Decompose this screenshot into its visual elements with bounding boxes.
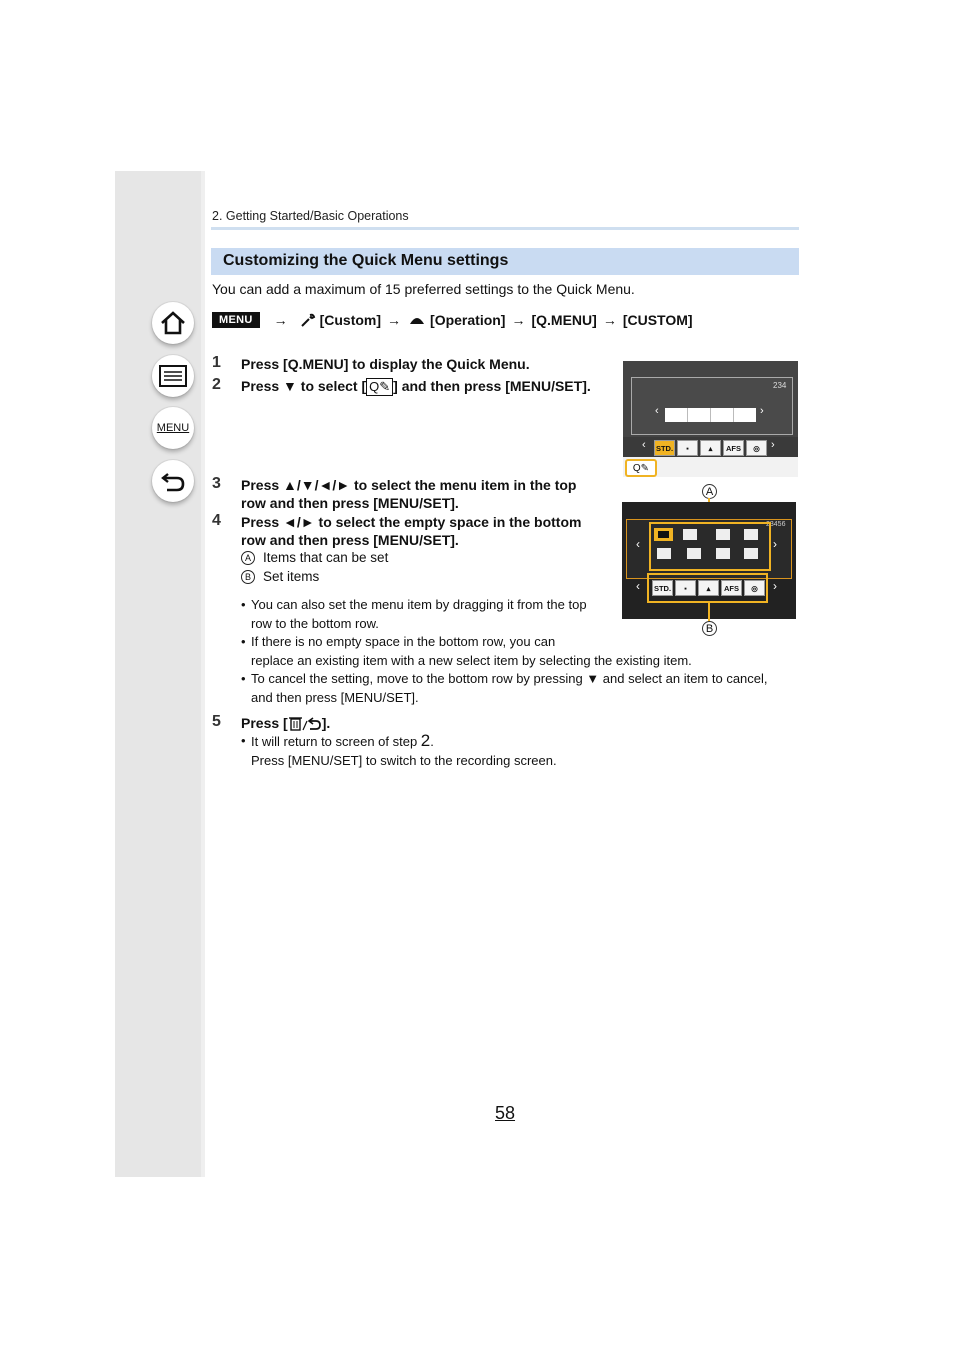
chevron-right-icon: › [760, 405, 764, 417]
chevron-left-icon: ‹ [655, 405, 659, 417]
page-title: Customizing the Quick Menu settings [223, 252, 509, 269]
bullet-text [251, 732, 557, 770]
chevron-left-icon: ‹ [642, 439, 646, 451]
empty-slots [665, 408, 756, 422]
grid-cell[interactable] [716, 548, 730, 559]
wrench-icon [300, 313, 316, 327]
size-icon[interactable]: ▴ [698, 580, 719, 596]
bullet-text [251, 596, 587, 633]
aspect-icon[interactable]: ▪ [675, 580, 696, 596]
grid-cell[interactable] [744, 529, 758, 540]
bullet-dot: • [241, 671, 246, 686]
step-5-pre: Press [ [241, 715, 288, 731]
step-5-post: ]. [321, 715, 331, 731]
grid-cell[interactable] [657, 548, 671, 559]
menu-operation: [Operation] [430, 312, 506, 328]
bullet-line: and then press [MENU/SET]. [251, 689, 419, 705]
note-text: . [430, 734, 434, 749]
legend-a-text: Items that can be set [263, 550, 389, 565]
bullet-line: To cancel the setting, move to the bottom row by pressing ▼ and select an item to cancel, [251, 671, 768, 686]
step-2-pre: Press ▼ to select [ [241, 378, 367, 394]
step-5-number: 5 [212, 713, 221, 730]
aspect-icon: ▪ [677, 440, 698, 456]
menu-qmenu: [Q.MENU] [531, 312, 597, 328]
arrow: → [273, 312, 288, 328]
quick-menu-custom-icon: Q✎ [366, 378, 393, 396]
legend-a-mark: A [241, 551, 255, 565]
bullet-text [251, 633, 692, 670]
header-rule [211, 227, 799, 230]
metering-icon: ◎ [746, 440, 767, 456]
screen-2-counter: 23456 [766, 521, 786, 528]
step-1-text: Press [Q.MENU] to display the Quick Menu. [241, 356, 530, 372]
page-number: 58 [495, 1103, 516, 1123]
legend-b [241, 569, 319, 584]
step-2-text [241, 377, 591, 396]
heading-bar [211, 248, 799, 275]
back-button[interactable] [152, 460, 194, 502]
step-3-number: 3 [212, 475, 221, 492]
callout-a: A [702, 484, 717, 499]
bullet-line: You can also set the menu item by dragging it from the top [251, 597, 587, 612]
return-arrow-icon [159, 469, 187, 493]
step-3-line1: Press ▲/▼/◄/► to select the menu item in the top [241, 477, 577, 493]
chevron-left-icon: ‹ [636, 579, 640, 593]
focus-mode-icon: AFS [723, 440, 744, 456]
step-3-line2: row and then press [MENU/SET]. [241, 495, 459, 511]
delete-return-icon [288, 715, 322, 731]
bullet-line: replace an existing item with a new select item by selecting the existing item. [251, 652, 692, 668]
note-step-ref: 2 [420, 731, 431, 750]
step-4-number: 4 [212, 512, 221, 529]
bullet-line: row to the bottom row. [251, 615, 379, 631]
photo-style-icon[interactable]: STD. [652, 580, 673, 596]
grid-cell-selected[interactable] [654, 528, 673, 541]
bullet-line: If there is no empty space in the bottom row, you can [251, 634, 556, 649]
step-5-note-line1 [251, 732, 557, 752]
home-icon [159, 310, 187, 336]
operation-icon [409, 314, 425, 326]
callout-b: B [702, 621, 717, 636]
menu-custom: [Custom] [319, 312, 382, 328]
grid-cell[interactable] [687, 548, 701, 559]
step-5-note-line2: Press [MENU/SET] to switch to the recording screen. [251, 752, 557, 768]
menu-badge: MENU [212, 312, 260, 328]
grid-cell[interactable] [716, 529, 730, 540]
step-1-number: 1 [212, 354, 221, 371]
legend-b-text: Set items [263, 569, 320, 584]
chevron-left-icon: ‹ [636, 537, 640, 551]
contents-button[interactable] [152, 355, 194, 397]
intro-text: You can add a maximum of 15 preferred settings to the Quick Menu. [212, 281, 635, 297]
bullet-dot: • [241, 597, 246, 612]
step-2-number: 2 [212, 376, 221, 393]
home-button[interactable] [152, 302, 194, 344]
legend-a [241, 550, 388, 565]
callout-b-line [708, 602, 710, 622]
step-4-line2: row and then press [MENU/SET]. [241, 532, 459, 548]
menu-custom2: [CUSTOM] [622, 312, 693, 328]
step-3-text [241, 476, 577, 512]
step-5-text [241, 714, 330, 732]
chevron-right-icon: › [773, 579, 777, 593]
photo-style-icon: STD. [654, 440, 675, 456]
section-path: 2. Getting Started/Basic Operations [212, 209, 409, 223]
step-4-line1: Press ◄/► to select the empty space in the bottom [241, 514, 582, 530]
metering-icon[interactable]: ◎ [744, 580, 765, 596]
menu-button-label: MENU [156, 422, 190, 434]
step-4-text [241, 513, 581, 549]
menu-path [212, 312, 693, 328]
list-icon [158, 364, 188, 388]
sidebar-edge [201, 171, 205, 1177]
quick-menu-custom-tab[interactable]: Q✎ [625, 459, 657, 477]
size-icon: ▴ [700, 440, 721, 456]
bullet-dot: • [241, 733, 246, 748]
focus-mode-icon[interactable]: AFS [721, 580, 742, 596]
screen-1 [623, 361, 798, 477]
step-2-post: ] and then press [MENU/SET]. [393, 378, 591, 394]
chevron-right-icon: › [773, 537, 777, 551]
arrow: → [387, 312, 402, 328]
chevron-right-icon: › [771, 439, 775, 451]
legend-b-mark: B [241, 570, 255, 584]
arrow: → [511, 312, 526, 328]
bullet-text [251, 670, 768, 707]
grid-cell[interactable] [744, 548, 758, 559]
bullet-dot: • [241, 634, 246, 649]
menu-button[interactable] [152, 407, 194, 449]
note-text: It will return to screen of step [251, 734, 421, 749]
arrow: → [602, 312, 617, 328]
grid-cell[interactable] [683, 529, 697, 540]
screen-1-counter: 234 [773, 381, 787, 390]
